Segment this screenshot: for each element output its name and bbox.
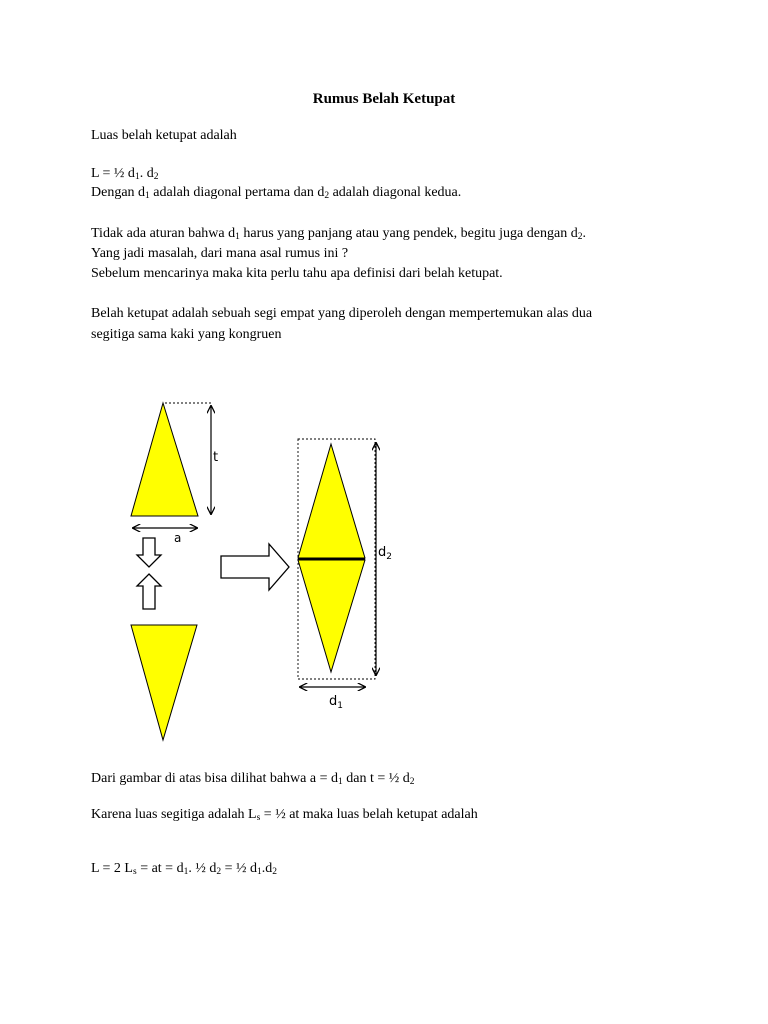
intro-text: Luas belah ketupat adalah [91, 128, 237, 143]
lower-triangle [131, 625, 197, 740]
label-d2: $d_2$ [378, 545, 392, 562]
definition-line-2: segitiga sama kaki yang kongruen [91, 327, 282, 342]
rhombus-bottom [298, 560, 365, 672]
definition-line-1: Belah ketupat adalah sebuah segi empat yang diperoleh dengan mempertemukan alas dua [91, 306, 593, 321]
label-a: a [174, 531, 182, 545]
rhombus-figure [120, 395, 410, 750]
rule-text: Tidak ada aturan bahwa $d_1$ harus yang panjang atau yang pendek, begitu juga dengan $d_2$. [91, 226, 586, 242]
diagonal-definition: Dengan $d_1$ adalah diagonal pertama dan $d_2$ adalah diagonal kedua. [91, 185, 462, 201]
label-t: t [213, 450, 219, 465]
formula-line: L = ½ $d_1$. $d_2$ [91, 166, 159, 182]
final-formula: L = 2 $L_s$ = at = $d_1$. ½ $d_2$ = ½ $d_1.d_2$ [91, 861, 277, 877]
label-d1: $d_1$ [329, 694, 343, 711]
before-text: Sebelum mencarinya maka kita perlu tahu apa definisi dari belah ketupat. [91, 266, 503, 281]
question-text: Yang jadi masalah, dari mana asal rumus ini ? [91, 246, 349, 261]
right-arrow-icon [221, 544, 289, 590]
conclusion-text: Dari gambar di atas bisa dilihat bahwa $a = d_1$ dan t = ½ $d_2$ [91, 771, 415, 787]
down-arrow-icon [137, 538, 161, 567]
rhombus-top [298, 444, 365, 558]
upper-triangle [131, 403, 198, 516]
triangle-area-text: Karena luas segitiga adalah $L_s$ = ½ at maka luas belah ketupat adalah [91, 807, 478, 823]
page-title: Rumus Belah Ketupat [312, 91, 456, 107]
up-arrow-icon [137, 574, 161, 609]
